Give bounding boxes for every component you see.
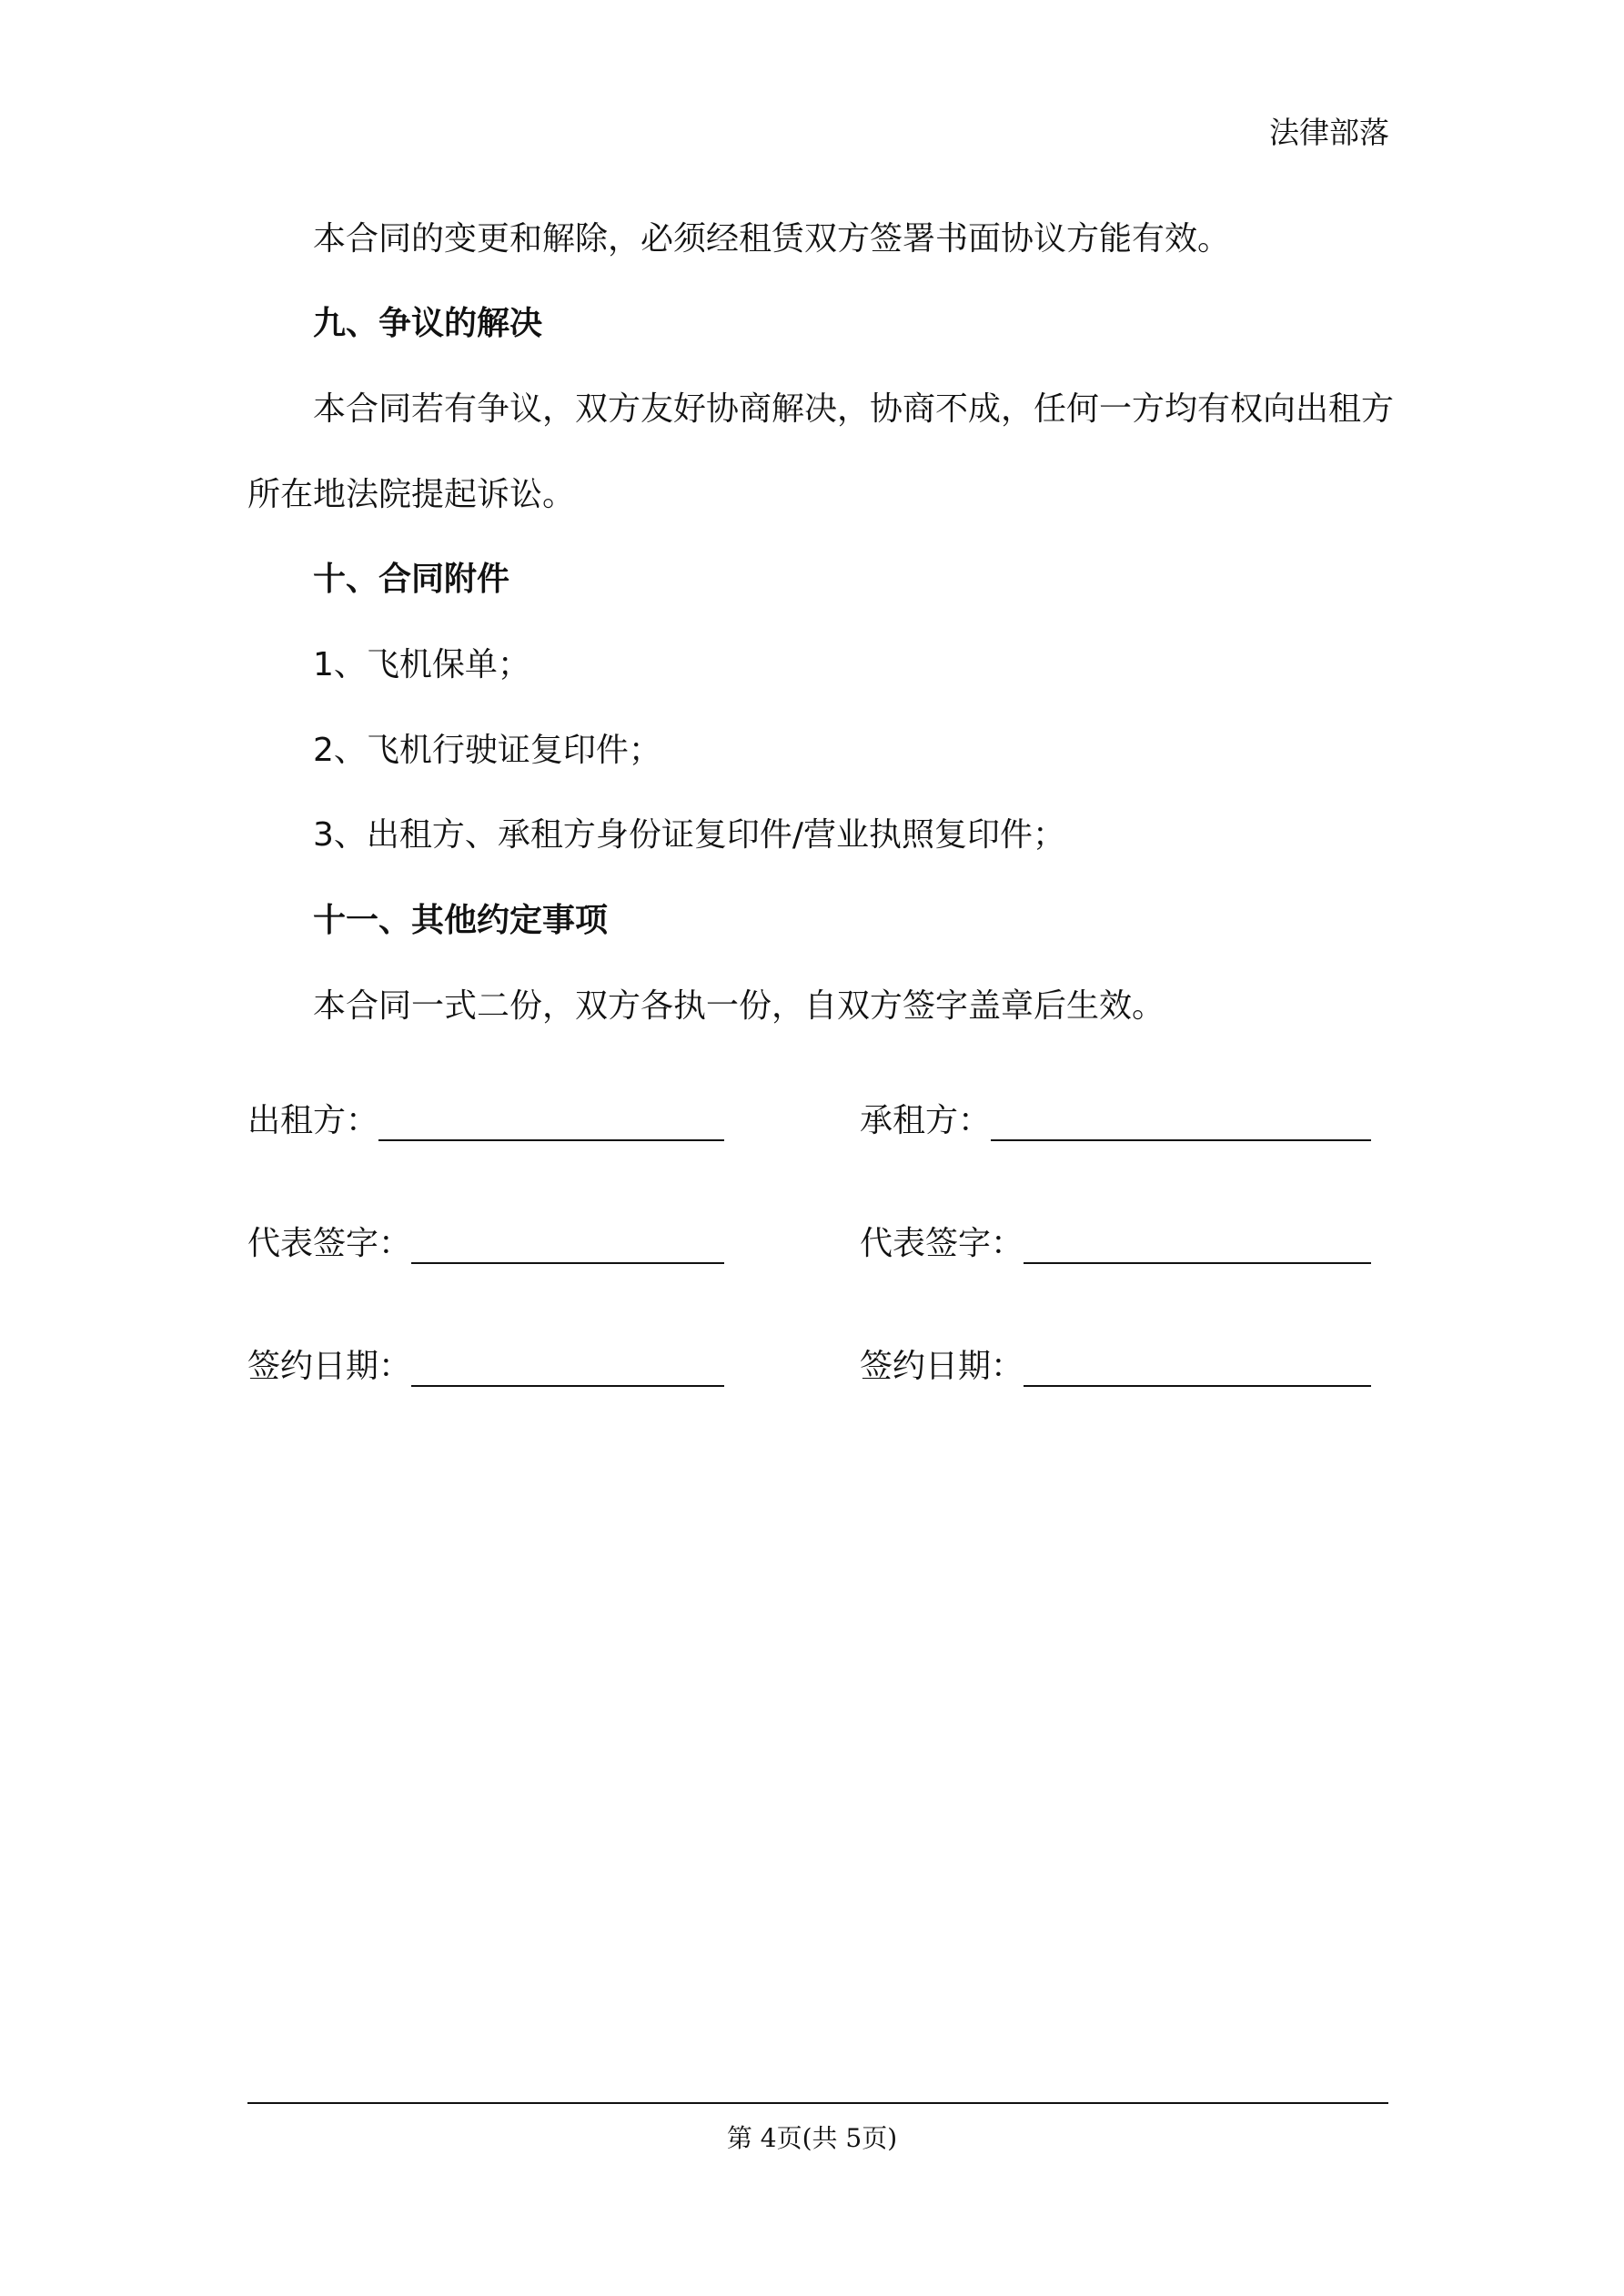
lessor-signature-row <box>247 1101 724 1141</box>
left-date-label: 签约日期： <box>247 1348 412 1385</box>
right-date-field[interactable] <box>1024 1349 1371 1387</box>
header-brand: 法律部落 <box>1269 115 1389 150</box>
right-representative-row <box>860 1224 1371 1264</box>
attachment-item: 3、出租方、承租方身份证复印件/营业执照复印件； <box>313 816 1066 854</box>
paragraph-dispute-line-2: 所在地法院提起诉讼。 <box>247 476 576 513</box>
attachment-item: 2、飞机行驶证复印件； <box>313 732 661 769</box>
paragraph-dispute-line-1: 本合同若有争议，双方友好协商解决，协商不成，任何一方均有权向出租方 <box>313 390 1395 428</box>
heading-attachments: 十、合同附件 <box>313 561 510 598</box>
left-date-row <box>247 1347 724 1387</box>
heading-other-terms: 十一、其他约定事项 <box>313 902 609 939</box>
left-representative-field[interactable] <box>411 1226 724 1264</box>
lessee-signature-row <box>860 1101 1371 1141</box>
lessor-signature-field[interactable] <box>378 1103 724 1141</box>
attachment-item: 1、飞机保单； <box>313 646 530 683</box>
paragraph-modification: 本合同的变更和解除，必须经租赁双方签署书面协议方能有效。 <box>313 220 1231 258</box>
right-representative-label: 代表签字： <box>860 1225 1024 1262</box>
right-representative-field[interactable] <box>1024 1226 1371 1264</box>
lessee-signature-field[interactable] <box>991 1103 1371 1141</box>
page-number: 第 4页(共 5页) <box>726 2123 898 2153</box>
right-date-row <box>860 1347 1371 1387</box>
right-date-label: 签约日期： <box>860 1348 1024 1385</box>
left-representative-row <box>247 1224 724 1264</box>
paragraph-copies: 本合同一式二份，双方各执一份，自双方签字盖章后生效。 <box>313 987 1165 1025</box>
lessor-label: 出租方： <box>247 1102 379 1139</box>
footer-divider <box>247 2102 1388 2104</box>
heading-dispute-resolution: 九、争议的解决 <box>313 305 543 342</box>
left-date-field[interactable] <box>411 1349 724 1387</box>
left-representative-label: 代表签字： <box>247 1225 412 1262</box>
lessee-label: 承租方： <box>860 1102 992 1139</box>
